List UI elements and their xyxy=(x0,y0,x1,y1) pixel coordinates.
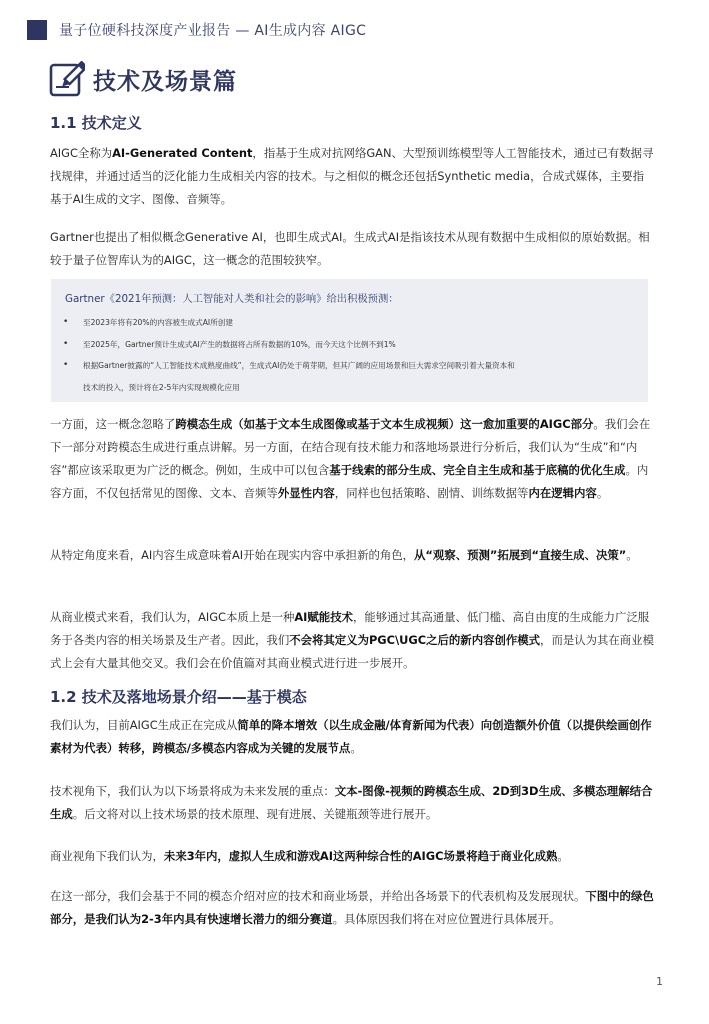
paragraph-business-view: 商业视角下我们认为，未来3年内，虚拟人生成和游戏AI这两种综合性的AIGC场景将趋于商业化成熟。 xyxy=(50,849,569,863)
bullet-icon: • xyxy=(63,317,69,327)
section-title-1-2: 1.2 技术及落地场景介绍——基于模态 xyxy=(50,688,307,706)
paragraph-aigc-definition: AIGC全称为AI-Generated Content，指基于生成对抗网络GAN、大型预训练模型等人工智能技术，通过已有数据寻找规律，并通过适当的泛化能力生成相关内容的技术。与之相似的概念还包括Synthetic media，合成式媒体，主要指基于AI生成的文字、图像、音频等。 xyxy=(50,146,654,206)
report-header xyxy=(27,18,366,42)
paragraph-gartner: Gartner也提出了相似概念Generative AI，也即生成式AI。生成式AI是指该技术从现有数据中生成相似的原始数据。相较于量子位智库认为的AIGC，这一概念的范围较狭窄。 xyxy=(50,230,650,267)
chapter-heading xyxy=(49,61,237,97)
bullet-icon: • xyxy=(63,360,69,370)
paragraph-value-shift: 我们认为，目前AIGC生成正在完成从简单的降本增效（以生成金融/体育新闻为代表）向创造额外价值（以提供绘画创作素材为代表）转移，跨模态/多模态内容成为关键的发展节点。 xyxy=(50,718,652,755)
paragraph-ai-role: 从特定角度来看，AI内容生成意味着AI开始在现实内容中承担新的角色，从“观察、预测”拓展到“直接生成、决策”。 xyxy=(50,548,638,562)
section-title-1-1: 1.1 技术定义 xyxy=(50,114,142,132)
page-number: 1 xyxy=(656,975,663,988)
bullet-icon: • xyxy=(63,338,69,349)
gartner-prediction-box xyxy=(51,279,648,402)
paragraph-cross-modal: 一方面，这一概念忽略了跨模态生成（如基于文本生成图像或基于文本生成视频）这一愈加重要的AIGC部分。我们会在下一部分对跨模态生成进行重点讲解。另一方面，在结合现有技术能力和落地场景进行分析后，我们认为“生成”和“内容”都应该采取更为广泛的概念。例如，生成中可以包含基于线索的部分生成、完全自主生成和基于底稿的优化生成。内容方面，不仅包括常见的图像、文本、音频等外显性内容，同样也包括策略、剧情、训练数据等内在逻辑内容。 xyxy=(50,417,651,500)
paragraph-section-intro: 在这一部分，我们会基于不同的模态介绍对应的技术和商业场景，并给出各场景下的代表机构及发展现状。下图中的绿色部分，是我们认为2-3年内具有快速增长潜力的细分赛道。具体原因我们将在对应位置进行具体展开。 xyxy=(50,889,654,926)
paragraph-business-model: 从商业模式来看，我们认为，AIGC本质上是一种AI赋能技术，能够通过其高通量、低门槛、高自由度的生成能力广泛服务于各类内容的相关场景及生产者。因此，我们不会将其定义为PGC\UGC之后的新内容创作模式，而是认为其在商业模式上会有大量其他交叉。我们会在价值篇对其商业模式进行进一步展开。 xyxy=(50,610,654,670)
chapter-title: 技术及场景篇 xyxy=(93,68,237,95)
gartner-box-title: Gartner《2021年预测：人工智能对人类和社会的影响》给出积极预测： xyxy=(65,293,399,305)
header-square-icon xyxy=(27,20,47,40)
gartner-prediction-list xyxy=(63,312,638,398)
list-item: • 至2025年，Gartner预计生成式AI产生的数据将占所有数据的10%，而今天这个比例不到1% xyxy=(63,334,638,356)
pencil-note-icon xyxy=(49,61,85,97)
list-item: • 至2023年将有20%的内容被生成式AI所创建 xyxy=(63,312,638,334)
list-item: • 根据Gartner披露的“人工智能技术成熟度曲线”，生成式AI仍处于萌芽期，但其广阔的应用场景和巨大需求空间吸引着大量资本和 技术的投入，预计将在2-5年内实现规模化应用 xyxy=(63,355,638,398)
header-title: 量子位硬科技深度产业报告 — AI生成内容 AIGC xyxy=(59,23,367,39)
paragraph-tech-view: 技术视角下，我们认为以下场景将成为未来发展的重点：文本-图像-视频的跨模态生成、2D到3D生成、多模态理解结合生成。后文将对以上技术场景的技术原理、现有进展、关键瓶颈等进行展开。 xyxy=(50,784,653,821)
